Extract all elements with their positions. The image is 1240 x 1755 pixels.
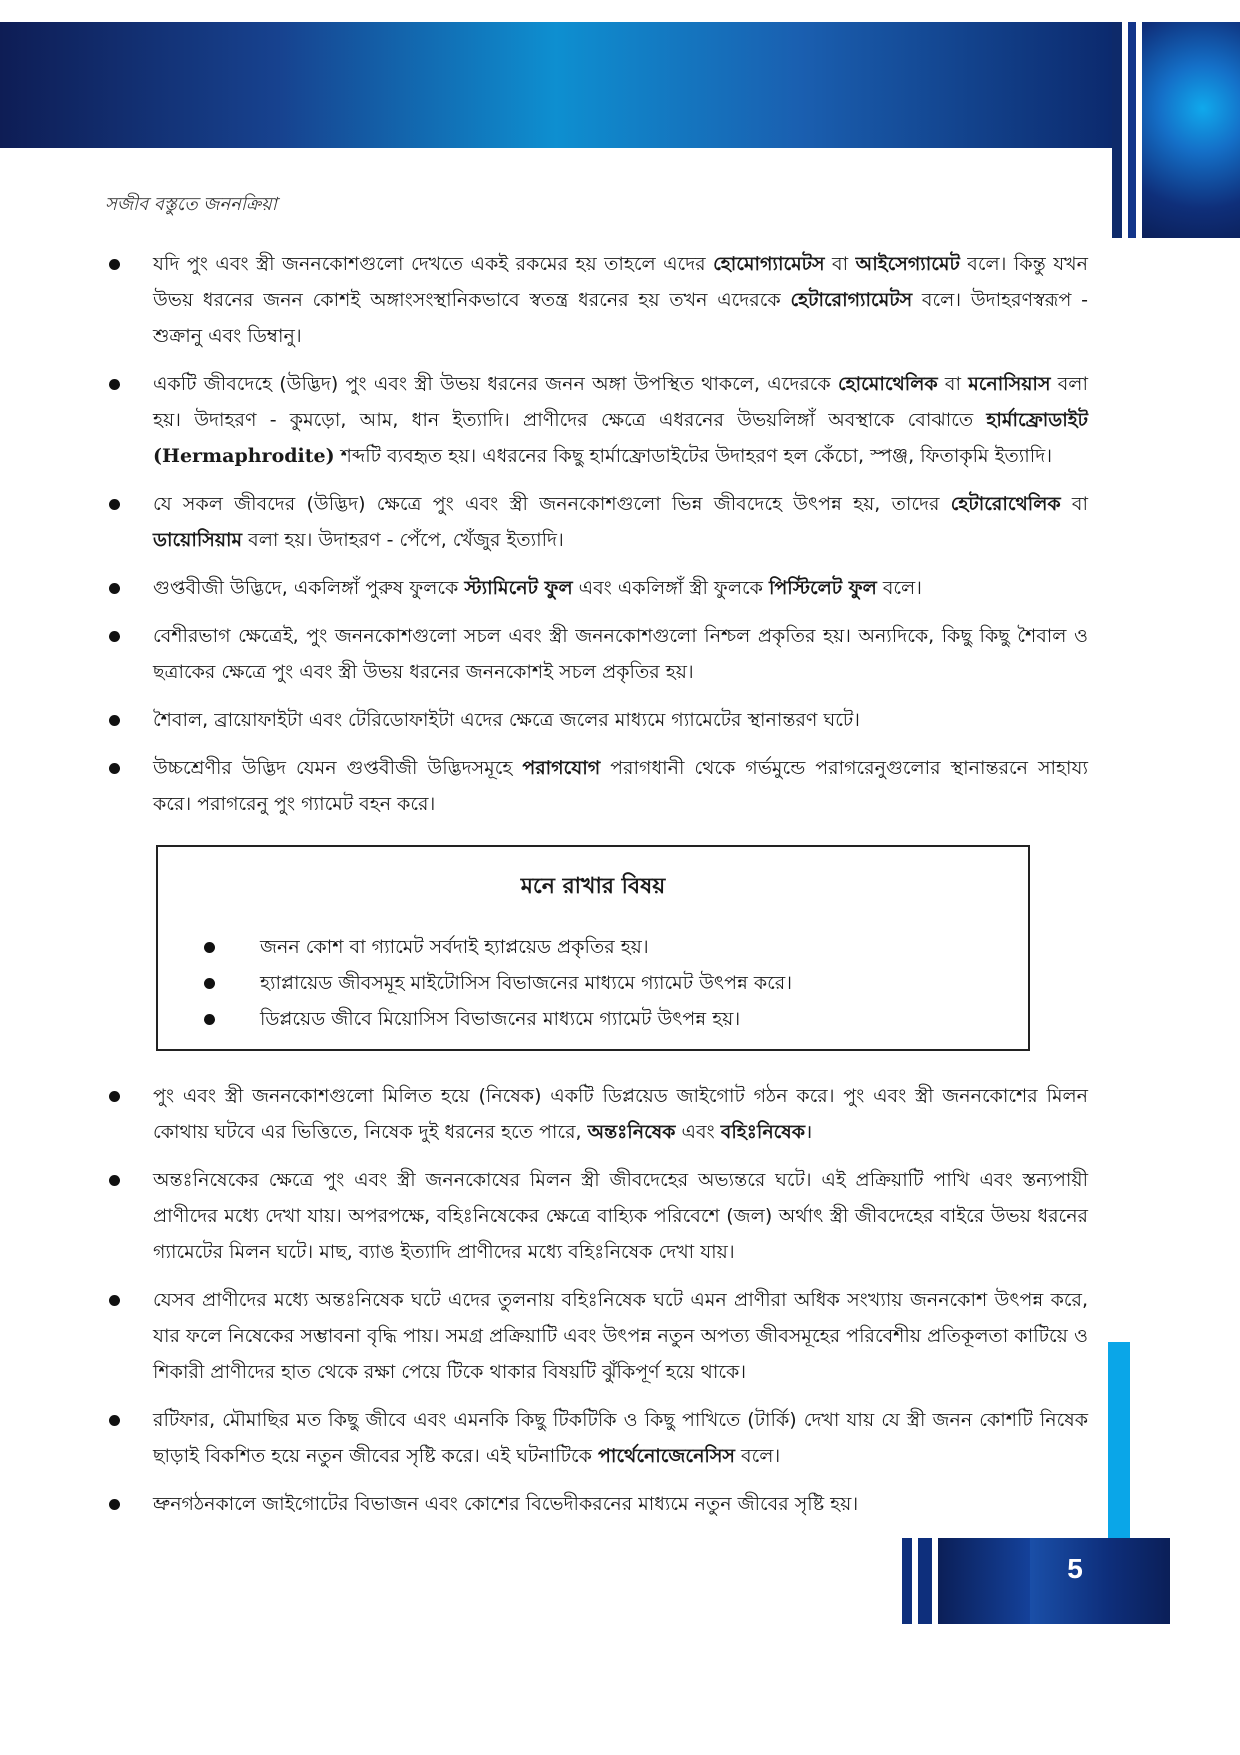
bullet-list-top: [108, 246, 1088, 822]
page-number: 5: [1067, 1553, 1083, 1584]
remember-box: [156, 845, 1030, 1051]
bullet-item: রটিফার, মৌমাছির মত কিছু জীবে এবং এমনকি কিছু টিকটিকি ও কিছু পাখিতে (টার্কি) দেখা যায় যে স্ত্রী জনন কোশটি নিষেক ছাড়াই বিকশিত হয়ে নতুন জীবের সৃষ্টি করে। এই ঘটনাটিকে পার্থেনোজেনেসিস বলে।: [108, 1402, 1088, 1474]
bullet-item: উচ্চশ্রেণীর উদ্ভিদ যেমন গুপ্তবীজী উদ্ভিদসমূহে পরাগযোগ পরাগধানী থেকে গর্ভমুন্ডে পরাগরেনুগুলোর স্থানান্তরনে সাহায্য করে। পরাগরেনু পুং গ্যামেট বহন করে।: [108, 750, 1088, 822]
footer-bar: [938, 1538, 1030, 1624]
bullet-icon: [204, 978, 215, 989]
bullet-icon: [109, 379, 120, 390]
header-corner-block: [1142, 22, 1240, 238]
bullet-icon: [109, 583, 120, 594]
bullet-item: অন্তঃনিষেকের ক্ষেত্রে পুং এবং স্ত্রী জননকোষের মিলন স্ত্রী জীবদেহের অভ্যন্তরে ঘটে। এই প্রক্রিয়াটি পাখি এবং স্তন্যপায়ী প্রাণীদের মধ্যে দেখা যায়। অপরপক্ষে, বহিঃনিষেকের ক্ষেত্রে বাহ্যিক পরিবেশে (জল) অর্থাৎ স্ত্রী জীবদেহের বাইরে উভয় ধরনের গ্যামেটের মিলন ঘটে। মাছ, ব্যাঙ ইত্যাদি প্রাণীদের মধ্যে বহিঃনিষেক দেখা যায়।: [108, 1162, 1088, 1270]
bullet-icon: [204, 942, 215, 953]
bullet-icon: [109, 1175, 120, 1186]
bullet-item: ভ্রুনগঠনকালে জাইগোটের বিভাজন এবং কোশের বিভেদীকরনের মাধ্যমে নতুন জীবের সৃষ্টি হয়।: [108, 1486, 1088, 1522]
footer-bar: [902, 1538, 912, 1624]
header-banner: [0, 22, 1112, 148]
bullet-icon: [109, 631, 120, 642]
bullet-icon: [109, 763, 120, 774]
bullet-item: গুপ্তবীজী উদ্ভিদে, একলিঙ্গাঁ পুরুষ ফুলকে স্ট্যামিনেট ফুল এবং একলিঙ্গাঁ স্ত্রী ফুলকে পিস্টিলেট ফুল বলে।: [108, 570, 1088, 606]
bullet-icon: [109, 715, 120, 726]
bullet-icon: [109, 1499, 120, 1510]
bullet-icon: [109, 1415, 120, 1426]
header-stripe: [1128, 22, 1136, 238]
bullet-item: পুং এবং স্ত্রী জননকোশগুলো মিলিত হয়ে (নিষেক) একটি ডিপ্লয়েড জাইগোট গঠন করে। পুং এবং স্ত্রী জননকোশের মিলন কোথায় ঘটবে এর ভিত্তিতে, নিষেক দুই ধরনের হতে পারে, অন্তঃনিষেক এবং বহিঃনিষেক।: [108, 1078, 1088, 1150]
bullet-item: বেশীরভাগ ক্ষেত্রেই, পুং জননকোশগুলো সচল এবং স্ত্রী জননকোশগুলো নিশ্চল প্রকৃতির হয়। অন্যদিকে, কিছু কিছু শৈবাল ও ছত্রাকের ক্ষেত্রে পুং এবং স্ত্রী উভয় ধরনের জননকোশই সচল প্রকৃতির হয়।: [108, 618, 1088, 690]
footer-page-box: [1030, 1538, 1170, 1624]
remember-item: ডিপ্লয়েড জীবে মিয়োসিস বিভাজনের মাধ্যমে গ্যামেট উৎপন্ন হয়।: [198, 1001, 998, 1037]
footer-bar: [918, 1538, 932, 1624]
bullet-icon: [109, 1091, 120, 1102]
bullet-list-bottom: [108, 1078, 1088, 1522]
bullet-item: যে সকল জীবদের (উদ্ভিদ) ক্ষেত্রে পুং এবং স্ত্রী জননকোশগুলো ভিন্ন জীবদেহে উৎপন্ন হয়, তাদের হেটারোথেলিক বা ডায়োসিয়াম বলা হয়। উদাহরণ - পেঁপে, খেঁজুর ইত্যাদি।: [108, 486, 1088, 558]
bullet-icon: [204, 1014, 215, 1025]
bullet-item: যেসব প্রাণীদের মধ্যে অন্তঃনিষেক ঘটে এদের তুলনায় বহিঃনিষেক ঘটে এমন প্রাণীরা অধিক সংখ্যায় জননকোশ উৎপন্ন করে, যার ফলে নিষেকের সম্ভাবনা বৃদ্ধি পায়। সমগ্র প্রক্রিয়াটি এবং উৎপন্ন নতুন অপত্য জীবসমূহের পরিবেশীয় প্রতিকূলতা কাটিয়ে ও শিকারী প্রাণীদের হাত থেকে রক্ষা পেয়ে টিকে থাকার বিষয়টি ঝুঁকিপূর্ণ হয়ে থাকে।: [108, 1282, 1088, 1390]
remember-item: জনন কোশ বা গ্যামেট সর্বদাই হ্যাপ্লয়েড প্রকৃতির হয়।: [198, 929, 998, 965]
remember-box-title: মনে রাখার বিষয়: [520, 874, 666, 899]
running-head: সজীব বস্তুতে জননক্রিয়া: [105, 194, 277, 215]
header-stripe: [1112, 22, 1122, 238]
bullet-icon: [109, 1295, 120, 1306]
remember-box-list: [198, 929, 998, 1037]
bullet-item: একটি জীবদেহে (উদ্ভিদ) পুং এবং স্ত্রী উভয় ধরনের জনন অঙ্গা উপস্থিত থাকলে, এদেরকে হোমোথেলিক বা মনোসিয়াস বলা হয়। উদাহরণ - কুমড়ো, আম, ধান ইত্যাদি। প্রাণীদের ক্ষেত্রে এধরনের উভয়লিঙ্গাঁ অবস্থাকে বোঝাতে হার্মাফ্রোডাইট (Hermaphrodite) শব্দটি ব্যবহৃত হয়। এধরনের কিছু হার্মাফ্রোডাইটের উদাহরণ হল কেঁচো, স্পঞ্জ, ফিতাকৃমি ইত্যাদি।: [108, 366, 1088, 474]
remember-item: হ্যাপ্লায়েড জীবসমূহ মাইটোসিস বিভাজনের মাধ্যমে গ্যামেট উৎপন্ন করে।: [198, 965, 998, 1001]
bullet-item: শৈবাল, ব্রায়োফাইটা এবং টেরিডোফাইটা এদের ক্ষেত্রে জলের মাধ্যমে গ্যামেটের স্থানান্তরণ ঘটে।: [108, 702, 1088, 738]
bullet-item: যদি পুং এবং স্ত্রী জননকোশগুলো দেখতে একই রকমের হয় তাহলে এদের হোমোগ্যামেটস বা আইসেগ্যামেট বলে। কিন্তু যখন উভয় ধরনের জনন কোশই অঙ্গাংসংস্থানিকভাবে স্বতন্ত্র ধরনের হয় তখন এদেরকে হেটারোগ্যামেটস বলে। উদাহরণস্বরূপ - শুক্রানু এবং ডিম্বানু।: [108, 246, 1088, 354]
bullet-icon: [109, 499, 120, 510]
bullet-icon: [109, 259, 120, 270]
